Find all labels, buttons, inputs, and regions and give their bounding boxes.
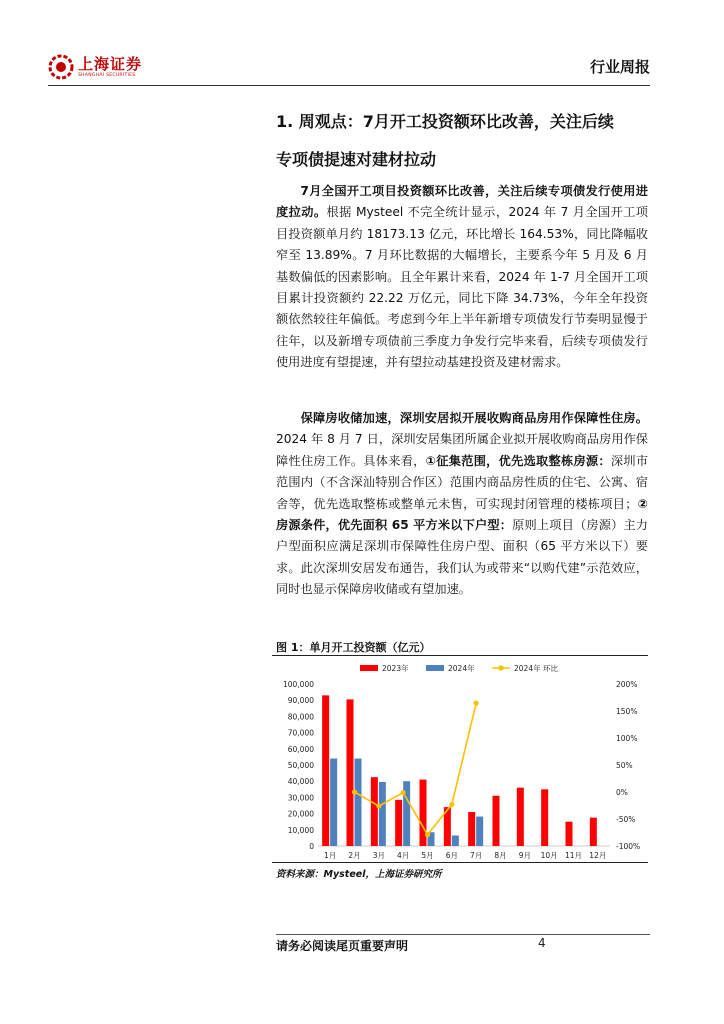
section-title-line2: 专项债提速对建材拉动 xyxy=(276,150,437,169)
mom-growth-point xyxy=(425,832,430,837)
report-type-label: 行业周报 xyxy=(589,58,650,76)
bar-2023 xyxy=(468,812,475,846)
legend-label: 2024年 环比 xyxy=(514,664,558,673)
x-tick-label: 8月 xyxy=(494,851,507,860)
paragraph-text: 原则上项目（房源）主力户型面积应满足深圳市保障性住房户型、面积（65 平方米以下）要求。此次深圳安居发布通告，我们认为或带来“以购代建”示范效应，同时也显示保障房收储或有望加速。 xyxy=(276,518,648,597)
paragraph-bold-point-2: ②房源条件，优先面积 65 平方米以下户型： xyxy=(276,496,648,533)
y-left-tick-label: 60,000 xyxy=(287,744,314,754)
y-left-tick-label: 90,000 xyxy=(287,696,314,706)
y-right-tick-label: 200% xyxy=(616,680,638,689)
mom-growth-point xyxy=(352,789,357,794)
figure-top-rule xyxy=(272,655,648,656)
paragraph-housing-acquisition xyxy=(276,408,648,601)
monthly-investment-chart xyxy=(268,660,652,860)
paragraph-bold-point-1: ①征集范围，优先选取整栋房源： xyxy=(425,453,611,468)
logo-emblem-icon xyxy=(48,54,74,80)
logo-name-cn: 上海证券 xyxy=(78,54,143,73)
figure-source: 资料来源：Mysteel，上海证券研究所 xyxy=(276,869,442,880)
bar-2023 xyxy=(395,800,402,846)
bar-2023 xyxy=(566,822,573,846)
bar-2023 xyxy=(347,699,354,846)
legend-swatch xyxy=(426,665,444,671)
x-tick-label: 4月 xyxy=(397,851,410,860)
x-tick-label: 9月 xyxy=(518,851,531,860)
x-tick-label: 7月 xyxy=(470,851,483,860)
y-left-tick-label: 30,000 xyxy=(287,793,314,803)
bar-2023 xyxy=(541,789,548,846)
logo-name-en: SHANGHAI SECURITIES xyxy=(78,72,136,78)
y-left-tick-label: 50,000 xyxy=(287,761,314,770)
bar-2024 xyxy=(452,835,459,846)
mom-growth-point xyxy=(376,803,381,808)
mom-growth-point xyxy=(474,701,479,706)
page-header xyxy=(48,50,650,86)
y-left-tick-label: 0 xyxy=(309,842,314,851)
y-right-tick-label: 100% xyxy=(616,734,638,743)
mom-growth-point xyxy=(449,802,454,807)
footer-divider xyxy=(276,934,650,935)
x-tick-label: 3月 xyxy=(372,851,385,860)
paragraph-body: 根据 Mysteel 不完全统计显示，2024 年 7 月全国开工项目投资额单月约 18173.13 亿元，环比增长 164.53%，同比降幅收窄至 13.89%。7 月环比数据的大幅增长，主要系今年 5 月及 6 月基数偏低的因素影响。且全年累计来看，2024 年 1-7 月全国开工项目累计投资额约 22.22 万亿元，同比下降 34.73%，今年全年投资额依然较往年偏低。考虑到今年上半年新增专项债发行节奏明显慢于往年，以及新增专项债前三季度力争发行完毕来看，后续专项债发行使用进度有望提速，并有望拉动基建投资及建材需求。 xyxy=(276,205,648,370)
x-tick-label: 1月 xyxy=(324,851,337,860)
legend-swatch xyxy=(360,665,378,671)
y-right-tick-label: 0% xyxy=(616,788,628,797)
bar-2024 xyxy=(379,782,386,846)
legend-label: 2024年 xyxy=(448,664,475,673)
y-left-tick-label: 20,000 xyxy=(287,809,314,819)
x-tick-label: 2月 xyxy=(348,851,361,860)
y-right-tick-label: -50% xyxy=(616,815,636,824)
bar-2023 xyxy=(493,796,500,846)
paragraph-text: 2024 年 8 月 7 日，深圳安居集团所属企业拟开展收购商品房用作保障性住房工作。具体来看， xyxy=(276,432,648,468)
bar-2024 xyxy=(476,817,483,846)
y-left-tick-label: 10,000 xyxy=(287,825,314,835)
bar-2023 xyxy=(371,777,378,846)
page-number: 4 xyxy=(538,936,546,950)
y-left-tick-label: 40,000 xyxy=(287,777,314,787)
x-tick-label: 12月 xyxy=(589,851,607,860)
disclaimer-note: 请务必阅读尾页重要声明 xyxy=(276,939,409,953)
bar-2024 xyxy=(355,759,362,846)
paragraph-text: 深圳市范围内（不含深汕特别合作区）范围内商品房性质的住宅、公寓、宿舍等，优先选取整栋或整单元未售，可实现封闭管理的楼栋项目； xyxy=(276,453,649,511)
y-left-tick-label: 80,000 xyxy=(287,712,314,722)
x-tick-label: 5月 xyxy=(421,851,434,860)
bar-2023 xyxy=(590,818,597,846)
legend-label: 2023年 xyxy=(382,664,409,673)
y-left-tick-label: 100,000 xyxy=(282,680,314,689)
company-logo xyxy=(48,54,142,80)
paragraph-lead: 保障房收储加速，深圳安居拟开展收购商品房用作保障性住房。 xyxy=(300,411,648,425)
figure-caption: 图 1：单月开工投资额（亿元） xyxy=(276,641,431,654)
paragraph-lead: 7月全国开工项目投资额环比改善，关注后续专项债发行使用进度拉动。 xyxy=(276,184,648,220)
mom-growth-point xyxy=(401,790,406,795)
section-title-line1: 1. 周观点：7月开工投资额环比改善，关注后续 xyxy=(276,112,614,131)
x-tick-label: 6月 xyxy=(445,851,458,860)
legend-marker xyxy=(498,665,503,670)
x-tick-label: 10月 xyxy=(540,851,558,860)
bar-2024 xyxy=(330,759,337,846)
y-right-tick-label: 150% xyxy=(616,707,638,716)
paragraph-construction-investment xyxy=(276,181,648,374)
header-divider xyxy=(48,85,650,86)
y-right-tick-label: 50% xyxy=(616,761,633,770)
x-tick-label: 11月 xyxy=(564,851,583,860)
bar-2023 xyxy=(517,788,524,846)
y-right-tick-label: -100% xyxy=(616,842,641,851)
figure-bottom-rule xyxy=(272,862,648,863)
y-left-tick-label: 70,000 xyxy=(287,728,314,738)
section-title xyxy=(276,103,656,179)
bar-2023 xyxy=(322,695,329,846)
